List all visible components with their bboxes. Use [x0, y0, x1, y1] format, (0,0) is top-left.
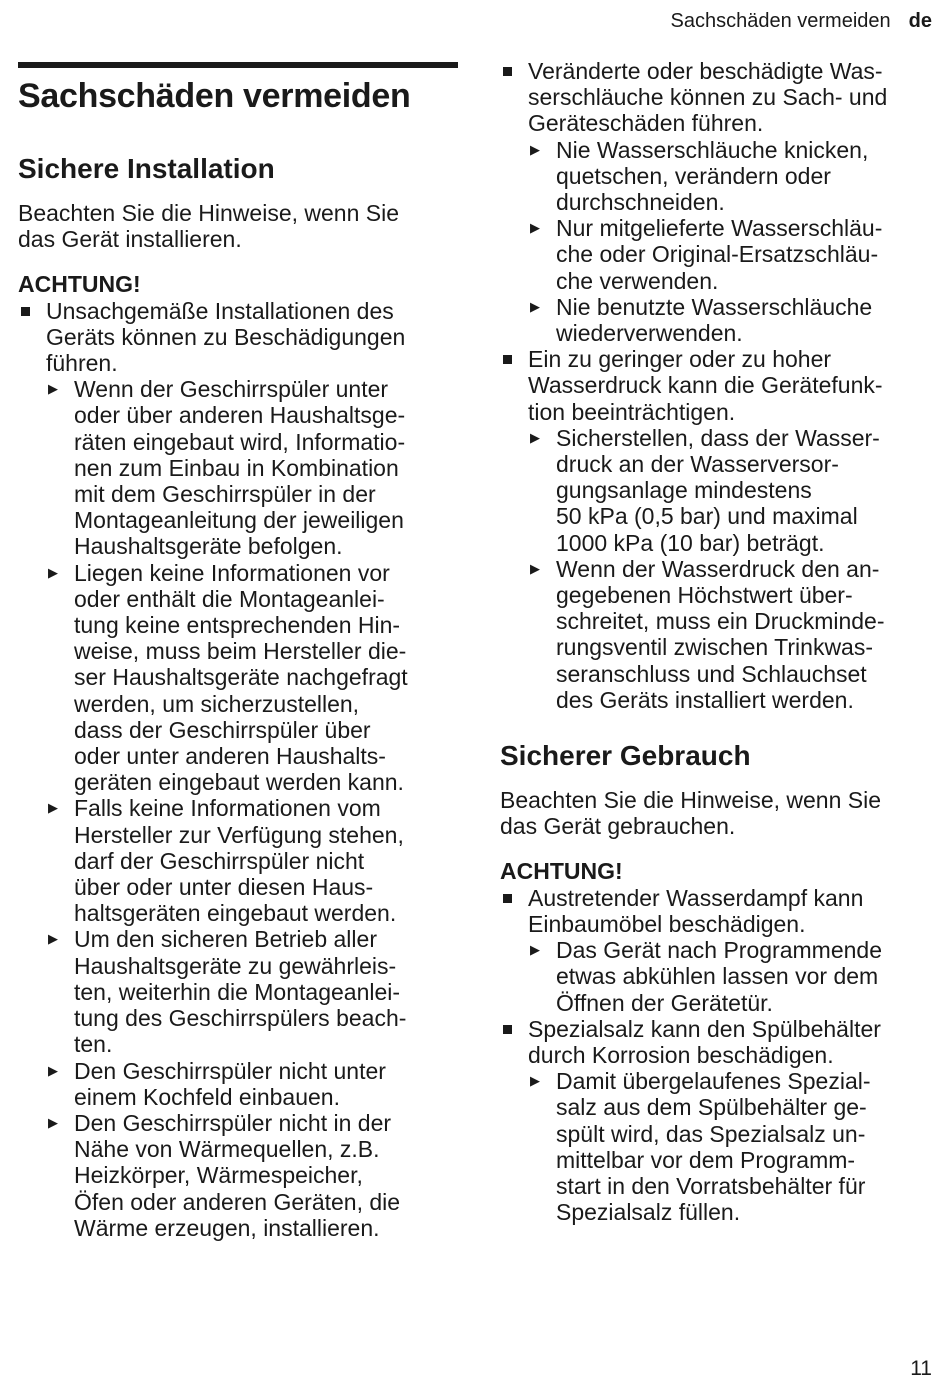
square-bullet-icon — [503, 894, 512, 903]
triangle-bullet-icon: ▶ — [530, 560, 540, 576]
bullet-text: Spezialsalz kann den Spülbehälter durch Korrosion beschädigen. — [528, 1015, 881, 1068]
header-language: de — [908, 10, 932, 32]
step-item: ▶ Wenn der Geschirrspüler unter oder über anderen Haushaltsge- räten eingebaut wird, Informatio- nen zum Einbau in Kombination mit dem Geschirrspüler in der Montageanleitung der jeweiligen Haushaltsgeräte befolgen. — [48, 376, 406, 560]
title-rule — [18, 62, 458, 68]
triangle-bullet-icon: ▶ — [48, 564, 58, 580]
bullet-text: Ein zu geringer oder zu hoher Wasserdruck kann die Gerätefunk- tion beeinträchtigen. — [528, 346, 883, 425]
step-item: ▶ Nur mitgelieferte Wasserschläu- che oder Original-Ersatzschläu- che verwenden. — [530, 215, 883, 294]
bullet-special-salt — [500, 1016, 935, 1226]
subhead-sicherer-gebrauch: Sicherer Gebrauch — [500, 740, 751, 772]
bullet-damaged-hoses — [500, 58, 935, 346]
warning-label: ACHTUNG! — [500, 858, 623, 885]
usage-bullets — [500, 885, 935, 1226]
header-section-title: Sachschäden vermeiden — [670, 10, 891, 32]
warning-label: ACHTUNG! — [18, 271, 141, 298]
step-item: ▶ Sicherstellen, dass der Wasser- druck an der Wasserversor- gungsanlage mindestens 50 kPa (0,5 bar) und maximal 1000 kPa (10 bar) beträgt. — [530, 424, 880, 556]
square-bullet-icon — [503, 1025, 512, 1034]
bullet-text: Austretender Wasserdampf kann Einbaumöbel beschädigen. — [528, 884, 864, 937]
triangle-bullet-icon: ▶ — [48, 1062, 58, 1078]
square-bullet-icon — [21, 307, 30, 316]
triangle-bullet-icon: ▶ — [530, 141, 540, 157]
square-bullet-icon — [503, 355, 512, 364]
bullet-steam — [500, 885, 935, 1016]
left-column — [18, 58, 458, 1241]
step-item: ▶ Wenn der Wasserdruck den an- gegebenen Höchstwert über- schreitet, muss ein Druckminde- rungsventil zwischen Trinkwas- seranschluss und Schlauchset des Geräts installiert werden. — [530, 555, 885, 713]
right-column — [500, 58, 935, 1225]
triangle-bullet-icon: ▶ — [530, 298, 540, 314]
bullet-text: Unsachgemäße Installationen des Geräts können zu Beschädigungen führen. — [46, 297, 406, 377]
step-item: ▶ Den Geschirrspüler nicht in der Nähe von Wärmequellen, z.B. Heizkörper, Wärmespeicher, Öfen oder anderen Geräten, die Wärme erzeugen, installieren. — [48, 1109, 401, 1241]
step-item: ▶ Nie Wasserschläuche knicken, quetschen, verändern oder durchschneiden. — [530, 136, 869, 216]
triangle-bullet-icon: ▶ — [530, 942, 540, 958]
triangle-bullet-icon: ▶ — [48, 800, 58, 816]
page-number: 11 — [910, 1357, 932, 1380]
hose-pressure-bullets — [500, 58, 935, 713]
triangle-bullet-icon: ▶ — [48, 931, 58, 947]
step-item: ▶ Den Geschirrspüler nicht unter einem Kochfeld einbauen. — [48, 1057, 386, 1110]
subhead-sichere-installation: Sichere Installation — [18, 153, 275, 184]
square-bullet-icon — [503, 67, 512, 76]
step-item: ▶ Falls keine Informationen vom Hersteller zur Verfügung stehen, darf der Geschirrspüler nicht über oder unter diesen Haus- haltsgeräten eingebaut werden. — [48, 795, 404, 927]
step-item: ▶ Das Gerät nach Programmende etwas abkühlen lassen vor dem Öffnen der Gerätetür. — [530, 937, 882, 1016]
installation-intro: Beachten Sie die Hinweise, wenn Sie das Gerät installieren. — [18, 200, 400, 253]
triangle-bullet-icon: ▶ — [48, 381, 58, 397]
triangle-bullet-icon: ▶ — [530, 1073, 540, 1089]
bullet-improper-installation — [18, 298, 458, 1241]
step-item: ▶ Liegen keine Informationen vor oder enthält die Montageanlei- tung keine entsprechenden Hin- weise, muss beim Hersteller die- ser Haushaltsgeräte nachgefragt werden, um sicherzustellen, dass der Geschirrspüler über oder unter anderen Haushalts- geräten eingebaut werden kann. — [48, 559, 408, 796]
step-item: ▶ Um den sicheren Betrieb aller Haushaltsgeräte zu gewährleis- ten, weiterhin die Montageanlei- tung des Geschirrspülers beach- ten. — [48, 926, 407, 1058]
triangle-bullet-icon: ▶ — [48, 1114, 58, 1130]
step-item: ▶ Nie benutzte Wasserschläuche wiederverwenden. — [530, 293, 873, 347]
running-header — [671, 8, 932, 34]
triangle-bullet-icon: ▶ — [530, 429, 540, 445]
step-item: ▶ Damit übergelaufenes Spezial- salz aus dem Spülbehälter ge- spült wird, das Spezialsalz un- mittelbar vor dem Programm- start in den Vorratsbehälter für Spezialsalz füllen. — [530, 1068, 871, 1226]
page-title: Sachschäden vermeiden — [18, 77, 411, 115]
usage-intro: Beachten Sie die Hinweise, wenn Sie das Gerät gebrauchen. — [500, 787, 882, 840]
installation-bullets — [18, 298, 458, 1241]
triangle-bullet-icon: ▶ — [530, 220, 540, 236]
bullet-water-pressure — [500, 346, 935, 713]
bullet-text: Veränderte oder beschädigte Was- serschläuche können zu Sach- und Geräteschäden führen. — [528, 58, 888, 137]
